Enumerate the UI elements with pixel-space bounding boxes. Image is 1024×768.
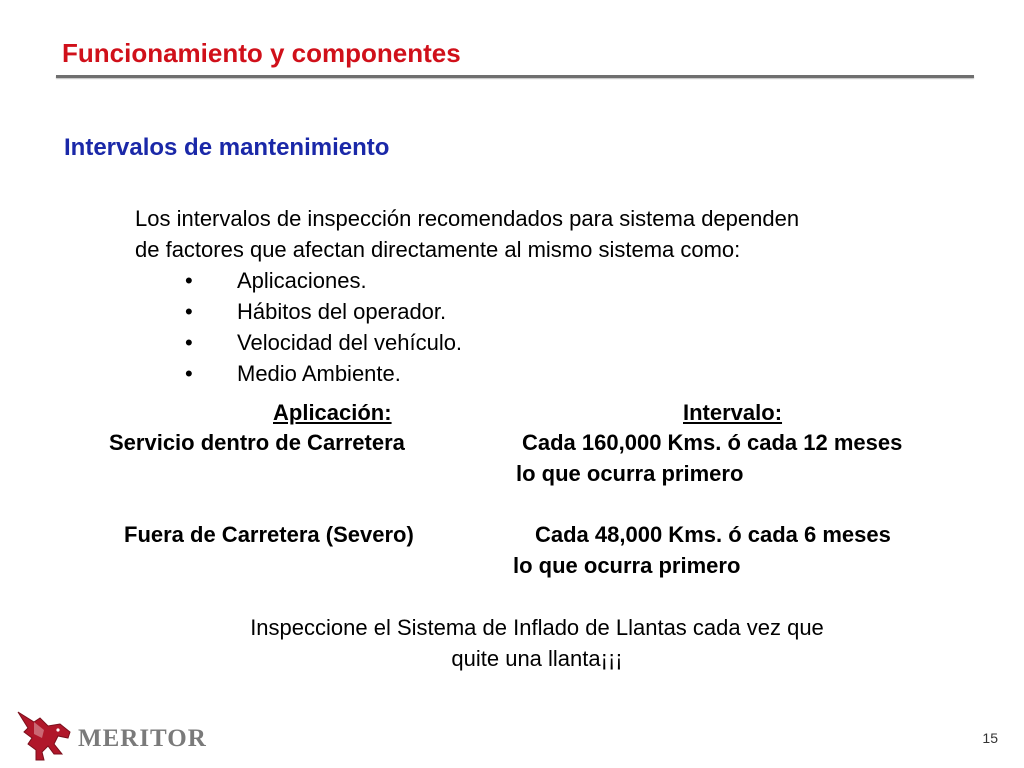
interval-on-road-note: lo que ocurra primero xyxy=(516,461,744,486)
intro-paragraph xyxy=(135,203,799,265)
brand-wordmark: MERITOR xyxy=(78,725,207,752)
section-subtitle: Intervalos de mantenimiento xyxy=(64,134,390,161)
closing-line-1: Inspeccione el Sistema de Inflado de Llantas cada vez que xyxy=(250,615,824,640)
application-off-road: Fuera de Carretera (Severo) xyxy=(124,522,414,547)
title-divider xyxy=(56,75,974,78)
bullet-icon: • xyxy=(185,299,193,324)
page-number: 15 xyxy=(982,730,998,746)
slide-title: Funcionamiento y componentes xyxy=(62,38,461,68)
list-item-text: Hábitos del operador. xyxy=(237,299,447,324)
bullet-icon: • xyxy=(185,330,193,355)
bullet-icon: • xyxy=(185,361,193,386)
list-item-text: Aplicaciones. xyxy=(237,268,367,293)
interval-off-road: Cada 48,000 Kms. ó cada 6 meses xyxy=(535,522,891,547)
intro-line-1: Los intervalos de inspección recomendados para sistema dependen xyxy=(135,206,800,231)
application-on-road: Servicio dentro de Carretera xyxy=(109,430,405,455)
interval-header: Intervalo: xyxy=(683,400,783,425)
bullet-icon: • xyxy=(185,268,193,293)
interval-off-road-note: lo que ocurra primero xyxy=(513,553,741,578)
application-header: Aplicación: xyxy=(273,400,392,425)
interval-on-road: Cada 160,000 Kms. ó cada 12 meses xyxy=(522,430,903,455)
list-item-text: Velocidad del vehículo. xyxy=(237,330,463,355)
intro-line-2: de factores que afectan directamente al mismo sistema como: xyxy=(135,237,741,262)
list-item-text: Medio Ambiente. xyxy=(237,361,401,386)
closing-line-2: quite una llanta¡¡¡ xyxy=(451,646,623,671)
